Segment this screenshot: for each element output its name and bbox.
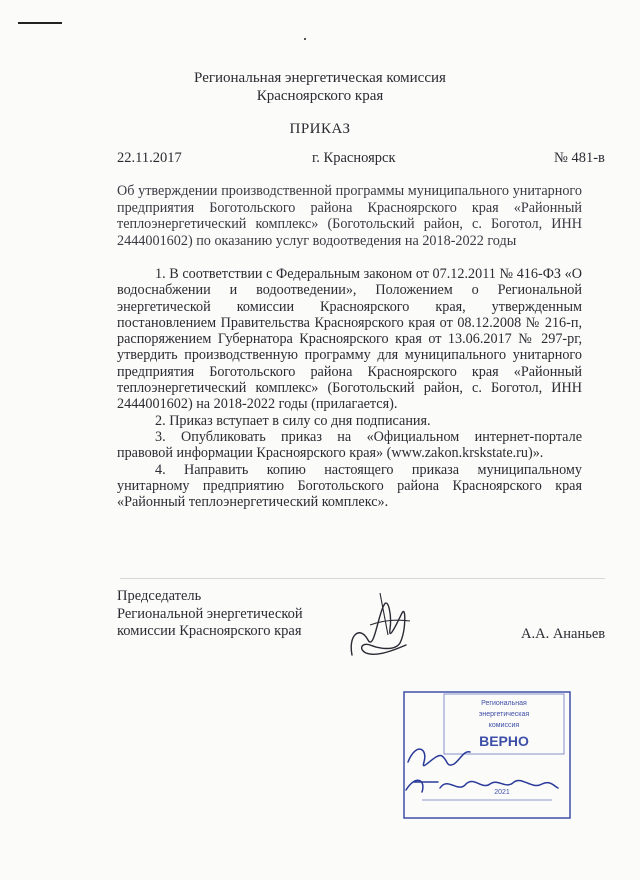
order-item-3: 3. Опубликовать приказ на «Официальном интернет-портале правовой информации Красноярского края» (www.zakon.krskstate.ru)». <box>117 428 582 462</box>
stamp-line-3: комиссия <box>488 722 520 729</box>
stamp-line-2: энергетическая <box>478 711 530 718</box>
order-date: 22.11.2017 <box>117 150 182 166</box>
position-line-1: Председатель <box>117 588 202 604</box>
org-name-line2: Красноярского края <box>256 88 384 104</box>
pen-note-1 <box>408 749 470 765</box>
scan-edge-mark <box>18 22 62 24</box>
order-item-2: 2. Приказ вступает в силу со дня подписания. <box>155 412 431 429</box>
order-subject: Об утверждении производственной программы муниципального унитарного предприятия Боготольского района Красноярского края «Районный теплоэнергетический комплекс» (Боготольский район, с. Боготол, ИНН 2444001602) по оказанию услуг водоотведения на 2018-2022 годы <box>117 183 582 249</box>
certification-stamp <box>402 690 572 820</box>
document-title: ПРИКАЗ <box>289 121 351 137</box>
order-body <box>117 266 582 510</box>
org-name-line1: Региональная энергетическая комиссия <box>194 70 446 86</box>
pen-note-2 <box>406 780 558 792</box>
order-item-4: 4. Направить копию настоящего приказа муниципальному унитарному предприятию Боготольского района Красноярского края «Районный теплоэнергетический комплекс». <box>117 461 582 511</box>
signatory-position <box>117 588 303 641</box>
position-line-3: комиссии Красноярского края <box>117 623 302 639</box>
order-item-1: 1. В соответствии с Федеральным законом от 07.12.2011 № 416-ФЗ «О водоснабжении и водоотведении», Положением о Региональной энергетической комиссии Красноярского края, утвержденным постановлением Правительства Красноярского края от 08.12.2008 № 216-п, распоряжением Губернатора Красноярского края от 13.06.2017 № 297-рг, утвердить производственную программу для муниципального унитарного предприятия Боготольского района Красноярского края «Районный теплоэнергетический комплекс» (Боготольский район, с. Боготол, ИНН 2444001602) на 2018-2022 годы (прилагается). <box>117 266 582 413</box>
order-city: г. Красноярск <box>312 150 396 166</box>
position-line-2: Региональной энергетической <box>117 605 303 622</box>
faint-divider <box>120 578 605 579</box>
stamp-line-1: Региональная <box>481 700 527 707</box>
order-number: № 481-в <box>554 150 605 166</box>
scan-speck <box>304 38 306 40</box>
stamp-mark: ВЕРНО <box>479 733 529 749</box>
handwritten-signature <box>340 585 420 665</box>
stamp-year: 2021 <box>494 789 510 796</box>
signatory-name: А.А. Ананьев <box>521 626 606 642</box>
